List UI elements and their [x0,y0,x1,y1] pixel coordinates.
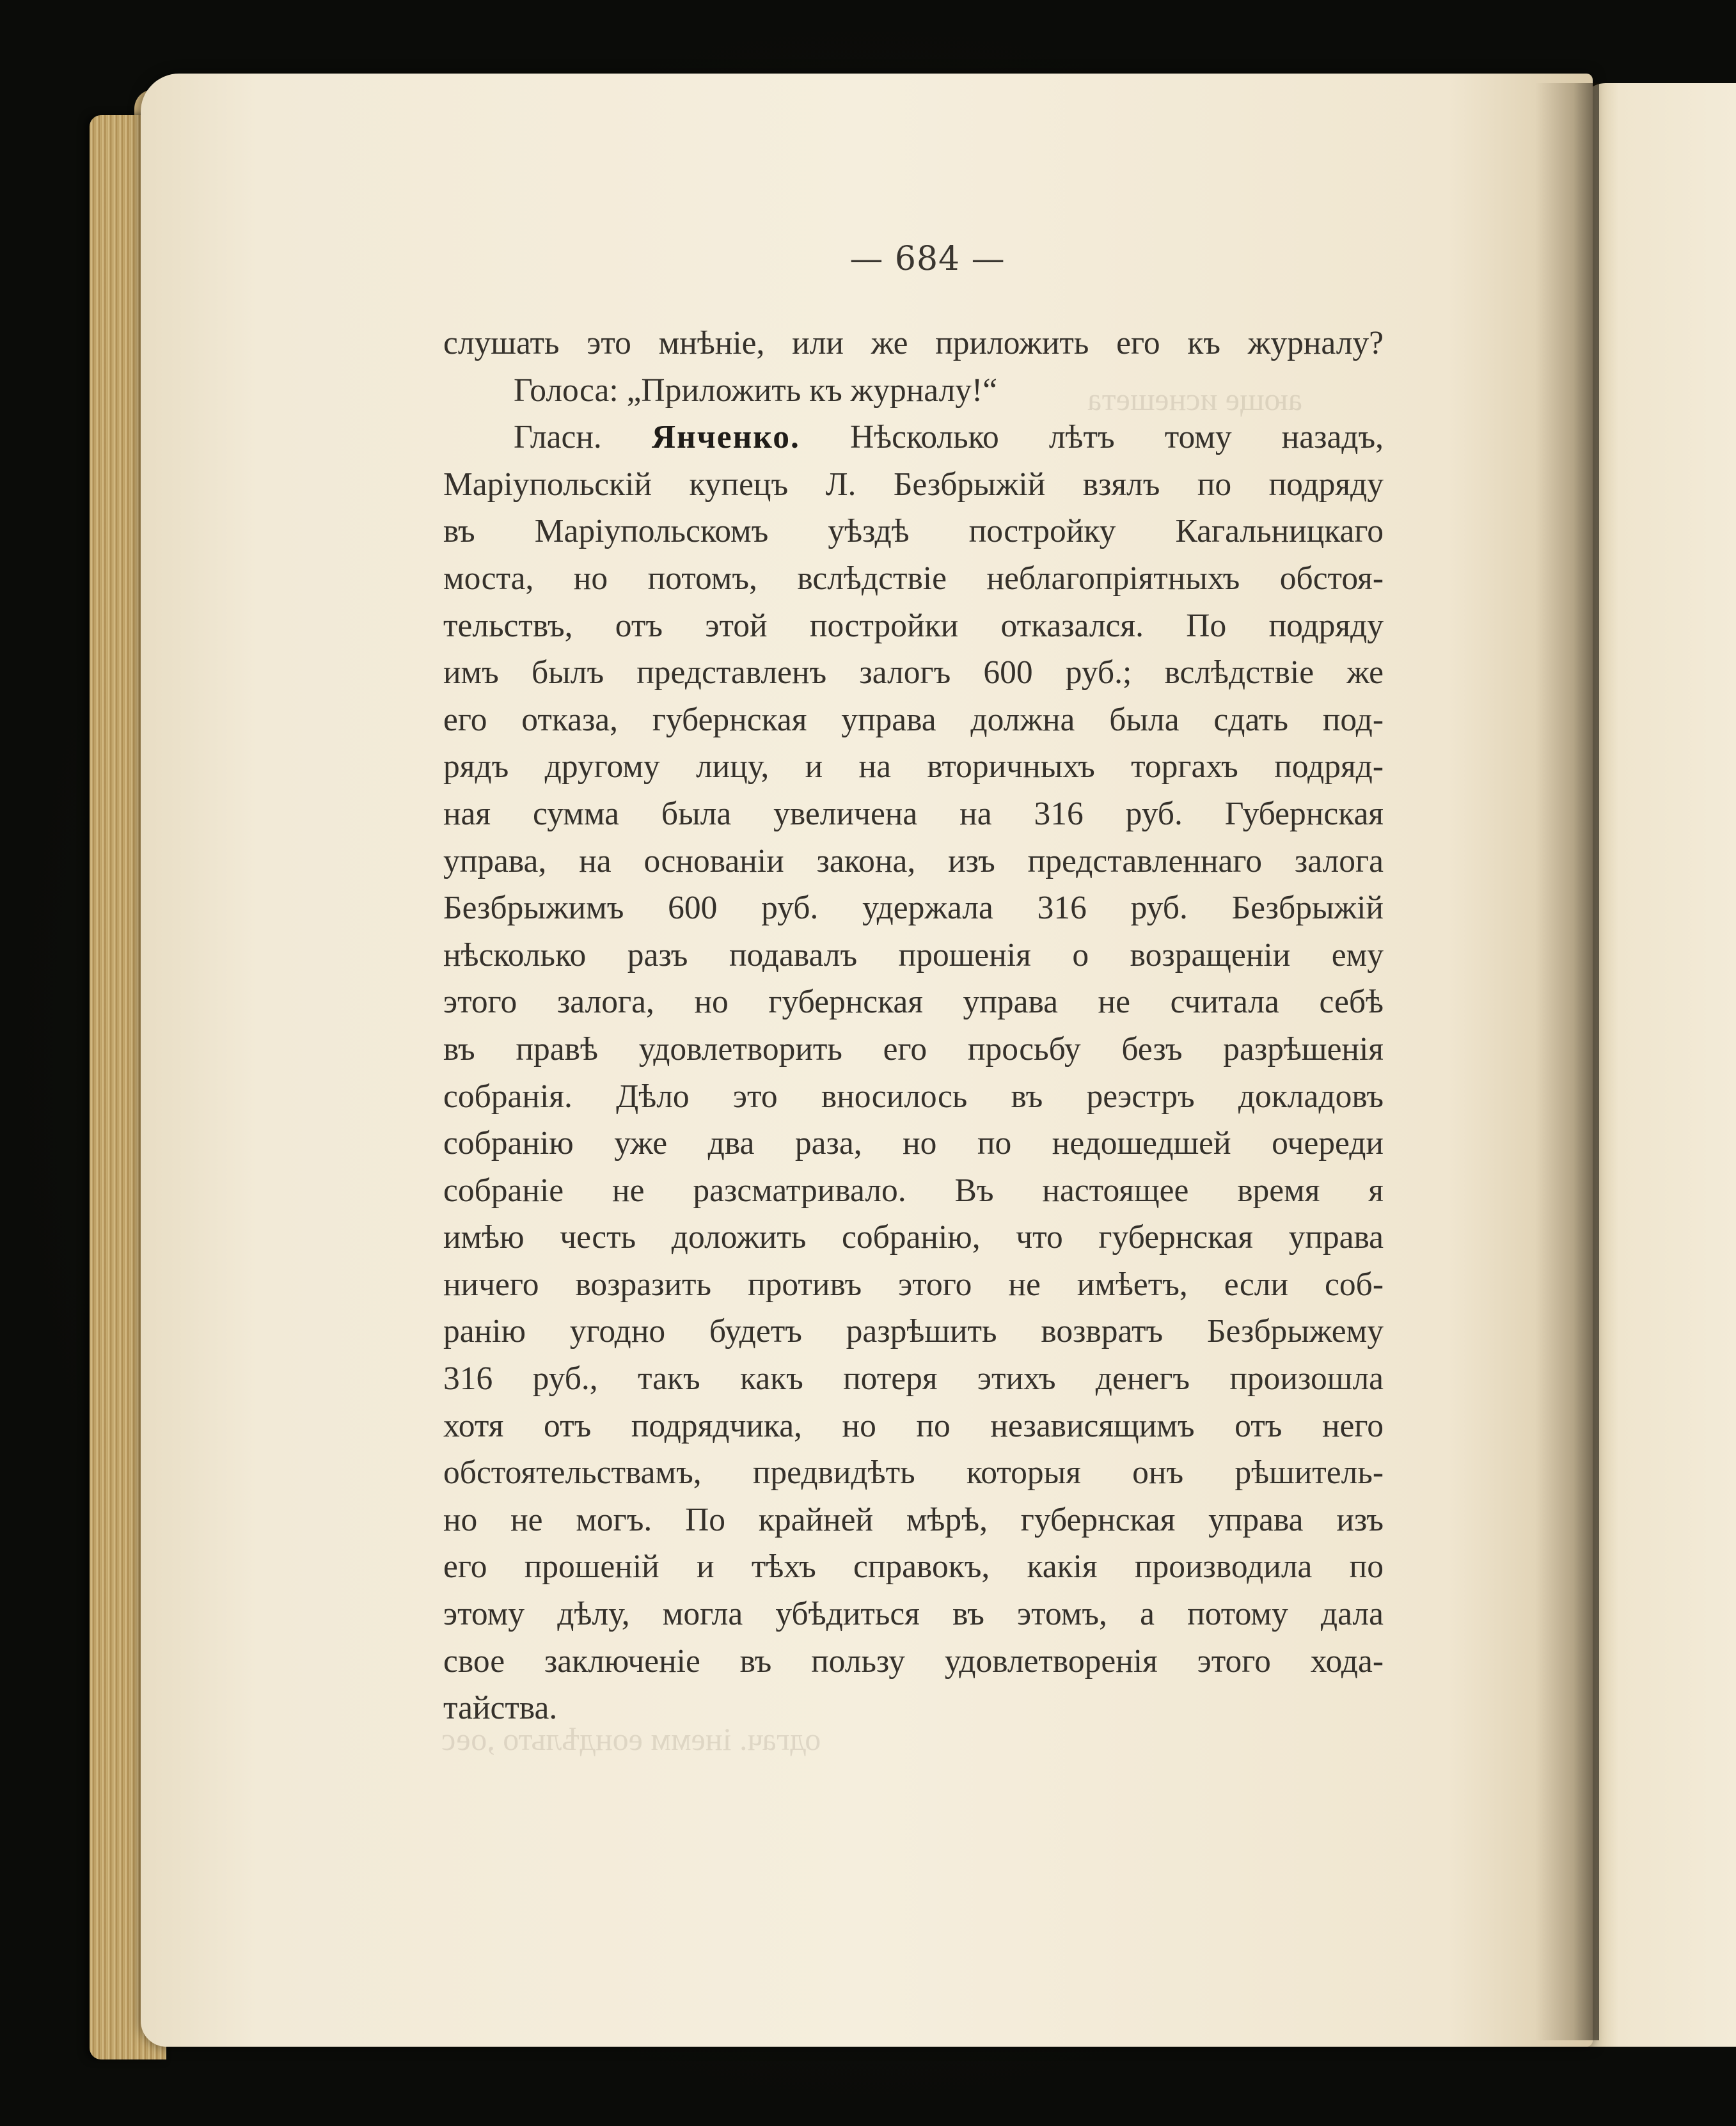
text-line: моста, но потомъ, вслѣдствіе неблагопріятныхъ обстоя- [443,560,1384,597]
show-through-text: ающе иснешета [1087,381,1302,417]
text-line: обстоятельствамъ, предвидѣть которыя онъ рѣшитель- [443,1454,1384,1492]
text-line: въ Маріупольскомъ уѣздѣ постройку Кагальницкаго [443,513,1384,550]
text-line: Маріупольскій купецъ Л. Безбрыжій взялъ по подряду [443,466,1384,503]
text-line: тайства. [443,1690,558,1727]
text-line: собраніе не разсматривало. Въ настоящее время я [443,1172,1384,1209]
text-line: 316 руб., такъ какъ потеря этихъ денегъ произошла [443,1360,1384,1398]
text-line: тельствъ, отъ этой постройки отказался. По подряду [443,607,1384,644]
text-line: свое заключеніе въ пользу удовлетворенія этого хода- [443,1642,1384,1680]
text-line: этого залога, но губернская управа не считала себѣ [443,984,1384,1021]
text-line: Голоса: „Приложить къ журналу!“ [514,372,998,409]
speaker-name: Янченко. [651,419,800,456]
text-line: собранія. Дѣло это вносилось въ реэстръ докладовъ [443,1078,1384,1115]
text-line: хотя отъ подрядчика, но по независящимъ отъ него [443,1407,1384,1444]
text-line: имѣю честь доложить собранію, что губернская управа [443,1219,1384,1256]
text-line: собранію уже два раза, но по недошедшей очереди [443,1125,1384,1162]
speaker-prefix: Гласн. [514,419,602,456]
text-line: Безбрыжимъ 600 руб. удержала 316 руб. Безбрыжій [443,890,1384,927]
text-line: слушать это мнѣніе, или же приложить его къ журналу? [443,325,1384,361]
speaker-line-rest: Нѣсколько лѣтъ тому назадъ, [849,419,1384,456]
text-line: его отказа, губернская управа должна была сдать под- [443,701,1384,738]
text-line: управа, на основаніи закона, изъ представленнаго залога [443,842,1384,879]
text-line: его прошеній и тѣхъ справокъ, какія производила по [443,1548,1384,1586]
page-number: — 684 — [849,240,1006,278]
text-line: ная сумма была увеличена на 316 руб. Губернская [443,795,1384,832]
gutter-shadow [1535,83,1599,2040]
body-text [443,320,1384,1732]
show-through-text: одгач. інемм еондѣльто ,оес [441,1721,821,1757]
text-line: этому дѣлу, могла убѣдиться въ этомъ, а потому дала [443,1596,1384,1633]
text-line: но не могъ. По крайней мѣрѣ, губернская управа изъ [443,1501,1384,1538]
text-line: въ правѣ удовлетворить его просьбу безъ разрѣшенія [443,1030,1384,1067]
text-line: ранію угодно будетъ разрѣшить возвратъ Безбрыжему [443,1313,1384,1350]
text-line: нѣсколько разъ подавалъ прошенія о возращеніи ему [443,936,1384,973]
speaker-line [443,414,1384,461]
text-line: рядъ другому лицу, и на вторичныхъ торгахъ подряд- [443,748,1384,785]
facing-page-edge [1580,83,1736,2047]
text-line: ничего возразить противъ этого не имѣетъ, если соб- [443,1266,1384,1303]
text-line: имъ былъ представленъ залогъ 600 руб.; вслѣдствіе же [443,654,1384,691]
